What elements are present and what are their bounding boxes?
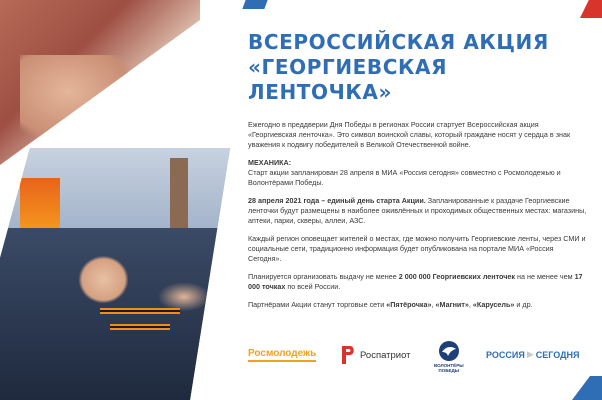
rospatriot-emblem-icon [340,344,356,366]
regions-paragraph: Каждый регион оповещает жителей о местах, где можно получить Георгиевские ленты, через СМИ и социальные сети, традиционно информация будет опубликована на портале МИА «Россия Сегодня». [248,234,586,263]
start-date-bold: 28 апреля 2021 года – единый день старта Акции. [248,196,426,205]
volunteers-logo [434,340,464,373]
mechanics-text: Старт акции запланирован 28 апреля в МИА «Россия сегодня» совместно с Росмолодежью и Волонтёрами Победы. [248,168,561,187]
rospatriot-logo [340,344,411,366]
photo-woman-with-ribbon [0,0,200,165]
russia-today-logo [486,349,580,360]
plan-pre: Планируется организовать выдачу не менее [248,272,399,281]
partner-karusel: «Карусель» [472,300,515,309]
main-content [248,30,588,310]
title-line-1: ВСЕРОССИЙСКАЯ АКЦИЯ [248,30,549,54]
intro-paragraph: Ежегодно в преддверии Дня Победы в регионах России стартует Всероссийская акция «Георгиевская ленточка». Это символ воинской славы, который граждане носят у сердца в знак уважения к подвигу победителей в Великой Отечественной войне. [248,120,571,149]
plan-paragraph [248,272,588,292]
partner-logos [248,340,578,380]
mechanics-heading: МЕХАНИКА: [248,158,292,167]
partners-sep-1: , [431,300,436,309]
partners-pre: Партнёрами Акции станут торговые сети [248,300,387,309]
scissors-ribbons-icon [100,298,180,348]
rosmolodezh-logo [248,348,316,362]
page-title [248,30,588,105]
partners-paragraph [248,300,588,310]
plan-points-count: 17 000 точках [248,272,583,291]
volunteers-line-2: ПОБЕДЫ [438,368,460,373]
volunteers-line-1: ВОЛОНТЁРЫ [434,363,464,368]
start-paragraph [248,196,588,226]
plan-ribbons-count: 2 000 000 Георгиевских ленточек [398,272,516,281]
title-line-2: «ГЕОРГИЕВСКАЯ ЛЕНТОЧКА» [248,55,448,104]
volunteers-logo-text [434,363,464,373]
ria-separator-icon: ▶ [526,349,534,359]
rospatriot-logo-text: Роспатриот [360,349,411,361]
red-corner-accent [580,0,602,18]
rosmolodezh-logo-text: Росмолодежь [248,348,316,362]
start-text: Запланированные к раздаче Георгиевские ленточки будут размещены в наиболее оживлённых и проходимых общественных местах: магазины, аптеки, парки, скверы, аллеи, АЗС. [248,196,587,225]
ria-logo-right: СЕГОДНЯ [535,349,580,360]
blue-accent-stripe [242,0,267,9]
plan-post: по всей России. [285,282,341,291]
plan-mid: на не менее чем [515,272,575,281]
partners-sep-2: , [468,300,473,309]
partners-post: и др. [514,300,533,309]
partner-magnit: «Магнит» [435,300,469,309]
partner-pyaterochka: «Пятёрочка» [386,300,432,309]
dove-globe-icon [438,340,460,362]
photo-youth-with-ribbons [0,148,230,400]
ria-logo-left: РОССИЯ [486,349,525,360]
st-george-ribbon-icon [62,80,122,150]
mechanics-block [248,158,588,188]
